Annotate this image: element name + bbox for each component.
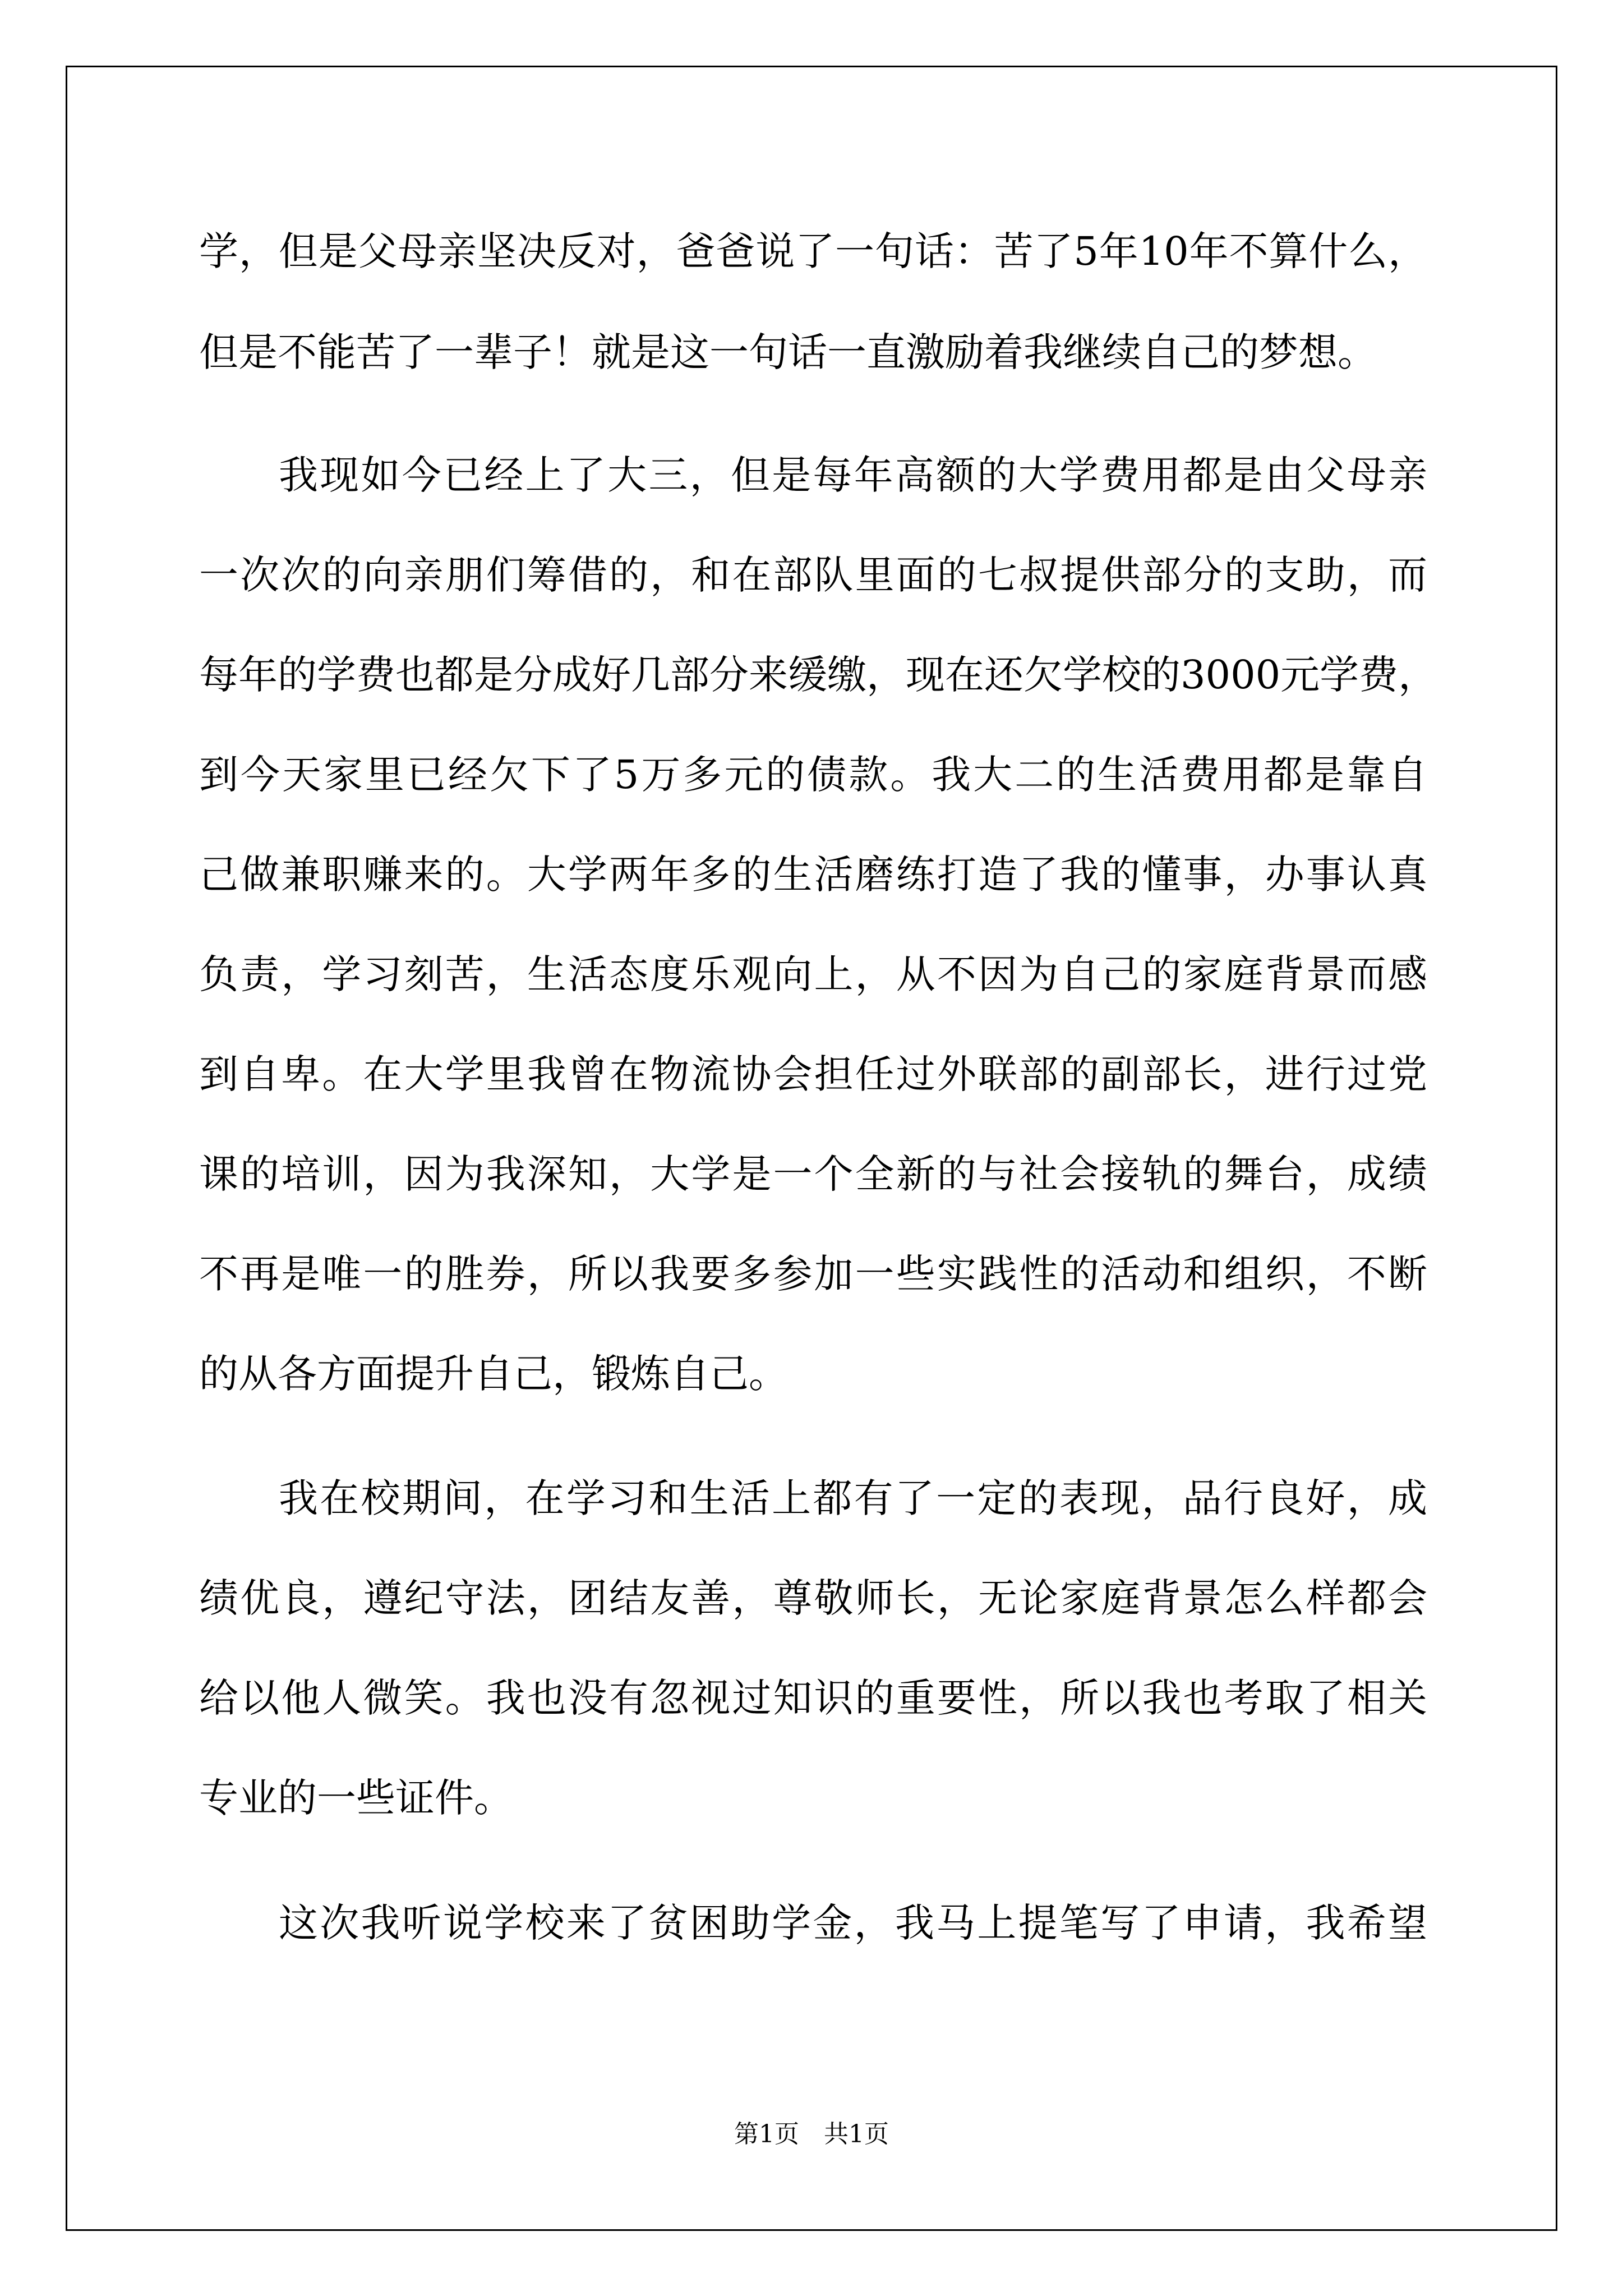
paragraph-first-line: 这次我听说学校来了贫困助学金，我马上提笔写了申请，我希望: [279, 1900, 1427, 1946]
body-text-line: 到今天家里已经欠下了5万多元的债款。我大二的生活费用都是靠自: [199, 752, 1427, 798]
body-text-line: 学，但是父母亲坚决反对，爸爸说了一句话：苦了5年10年不算什么，: [199, 228, 1427, 274]
body-text-line: 己做兼职赚来的。大学两年多的生活磨练打造了我的懂事，办事认真: [199, 852, 1427, 898]
body-text-line: 课的培训，因为我深知，大学是一个全新的与社会接轨的舞台，成绩: [199, 1151, 1427, 1197]
body-text-line: 专业的一些证件。: [199, 1775, 513, 1821]
body-text-line: 但是不能苦了一辈子！就是这一句话一直激励着我继续自己的梦想。: [199, 329, 1377, 375]
body-text-line: 绩优良，遵纪守法，团结友善，尊敬师长，无论家庭背景怎么样都会: [199, 1575, 1427, 1621]
paragraph-first-line: 我现如今已经上了大三，但是每年高额的大学费用都是由父母亲: [279, 452, 1427, 498]
page-number-footer: 第1页 共1页: [734, 2120, 889, 2148]
body-text-line: 一次次的向亲朋们筹借的，和在部队里面的七叔提供部分的支助，而: [199, 552, 1427, 598]
body-text-line: 不再是唯一的胜券，所以我要多参加一些实践性的活动和组织，不断: [199, 1251, 1427, 1297]
body-text-line: 每年的学费也都是分成好几部分来缓缴，现在还欠学校的3000元学费，: [199, 652, 1438, 698]
body-text-line: 给以他人微笑。我也没有忽视过知识的重要性，所以我也考取了相关: [199, 1675, 1427, 1721]
body-text-line: 的从各方面提升自己，锻炼自己。: [199, 1351, 788, 1397]
body-text-line: 负责，学习刻苦，生活态度乐观向上，从不因为自己的家庭背景而感: [199, 951, 1427, 997]
paragraph-first-line: 我在校期间，在学习和生活上都有了一定的表现，品行良好，成: [279, 1475, 1427, 1521]
body-text-line: 到自卑。在大学里我曾在物流协会担任过外联部的副部长，进行过党: [199, 1051, 1427, 1097]
